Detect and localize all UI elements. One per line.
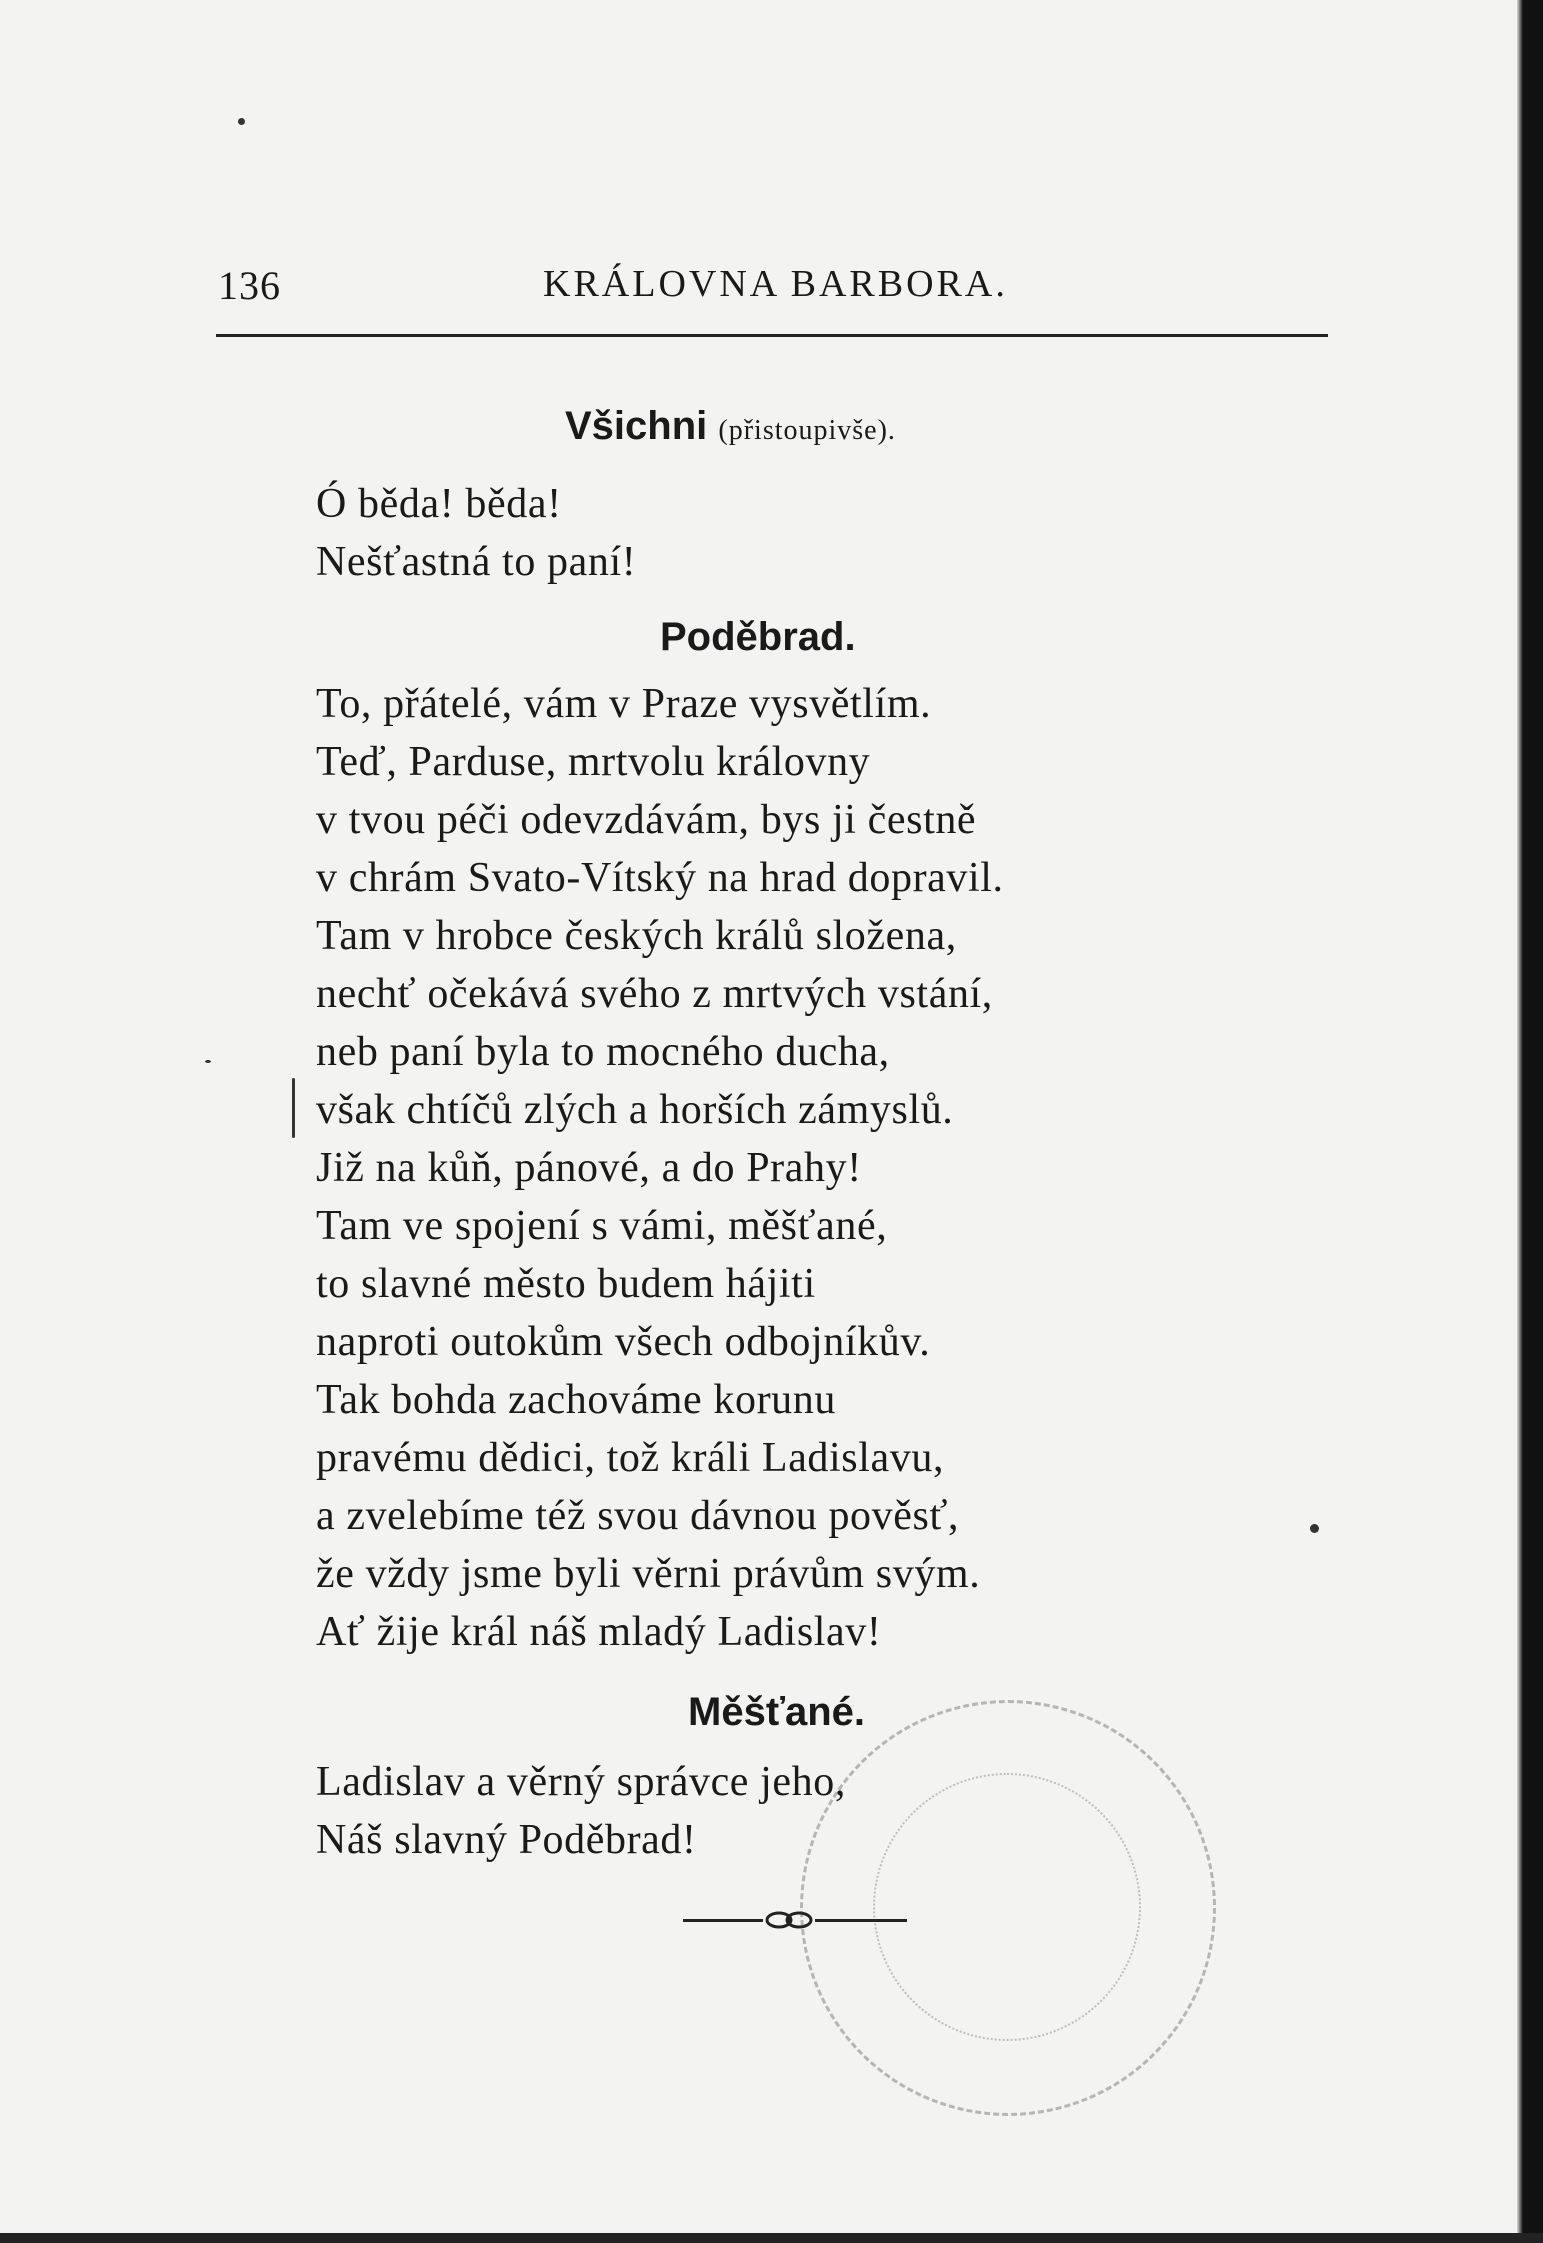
stamp-crest <box>873 1773 1141 2041</box>
verse-line: Již na kůň, pánové, a do Prahy! <box>316 1145 862 1191</box>
speaker-heading <box>660 615 856 660</box>
verse-line: však chtíčů zlých a horších zámyslů. <box>316 1087 954 1133</box>
verse-line: to slavné město budem hájiti <box>316 1261 816 1307</box>
verse-line: Nešťastná to paní! <box>316 539 637 585</box>
verse-line: že vždy jsme byli věrni právům svým. <box>316 1551 981 1597</box>
speaker-name: Poděbrad. <box>660 615 856 659</box>
scan-speck <box>1310 1524 1319 1533</box>
verse-line: Náš slavný Poděbrad! <box>316 1817 697 1863</box>
library-stamp <box>800 1700 1216 2116</box>
speaker-name: Měšťané. <box>688 1690 866 1734</box>
page-edge-shadow <box>1517 0 1543 2243</box>
verse-line: pravému dědici, tož králi Ladislavu, <box>316 1435 945 1481</box>
verse-line: nechť očekává svého z mrtvých vstání, <box>316 971 993 1017</box>
scan-speck <box>238 118 245 125</box>
verse-line: To, přátelé, vám v Praze vysvětlím. <box>316 681 932 727</box>
scan-mark <box>292 1078 295 1138</box>
verse-line: naproti outokům všech odbojníkův. <box>316 1319 931 1365</box>
page-edge-bottom <box>0 2233 1543 2243</box>
verse-line: Teď, Parduse, mrtvolu královny <box>316 739 871 785</box>
stage-direction: (přistoupivše). <box>718 415 896 446</box>
page-number: 136 <box>218 263 281 308</box>
scan-speck <box>205 1060 211 1063</box>
verse-line: Tam v hrobce českých králů složena, <box>316 913 957 959</box>
page-header <box>218 262 1328 322</box>
speaker-name: Všichni <box>565 404 708 448</box>
header-rule <box>216 334 1328 337</box>
verse-line: v chrám Svato-Vítský na hrad dopravil. <box>316 855 1004 901</box>
verse-line: Tam ve spojení s vámi, měšťané, <box>316 1203 888 1249</box>
verse-line: Tak bohda zachováme korunu <box>316 1377 836 1423</box>
verse-line: v tvou péči odevzdávám, bys ji čestně <box>316 797 977 843</box>
speaker-heading <box>688 1690 865 1735</box>
running-title: KRÁLOVNA BARBORA. <box>543 263 1008 305</box>
verse-line: Ladislav a věrný správce jeho, <box>316 1759 846 1805</box>
verse-line: neb paní byla to mocného ducha, <box>316 1029 890 1075</box>
speaker-heading <box>565 404 896 449</box>
verse-line: Ať žije král náš mladý Ladislav! <box>316 1609 882 1655</box>
verse-line: Ó běda! běda! <box>316 481 562 527</box>
verse-line: a zvelebíme též svou dávnou pověsť, <box>316 1493 960 1539</box>
